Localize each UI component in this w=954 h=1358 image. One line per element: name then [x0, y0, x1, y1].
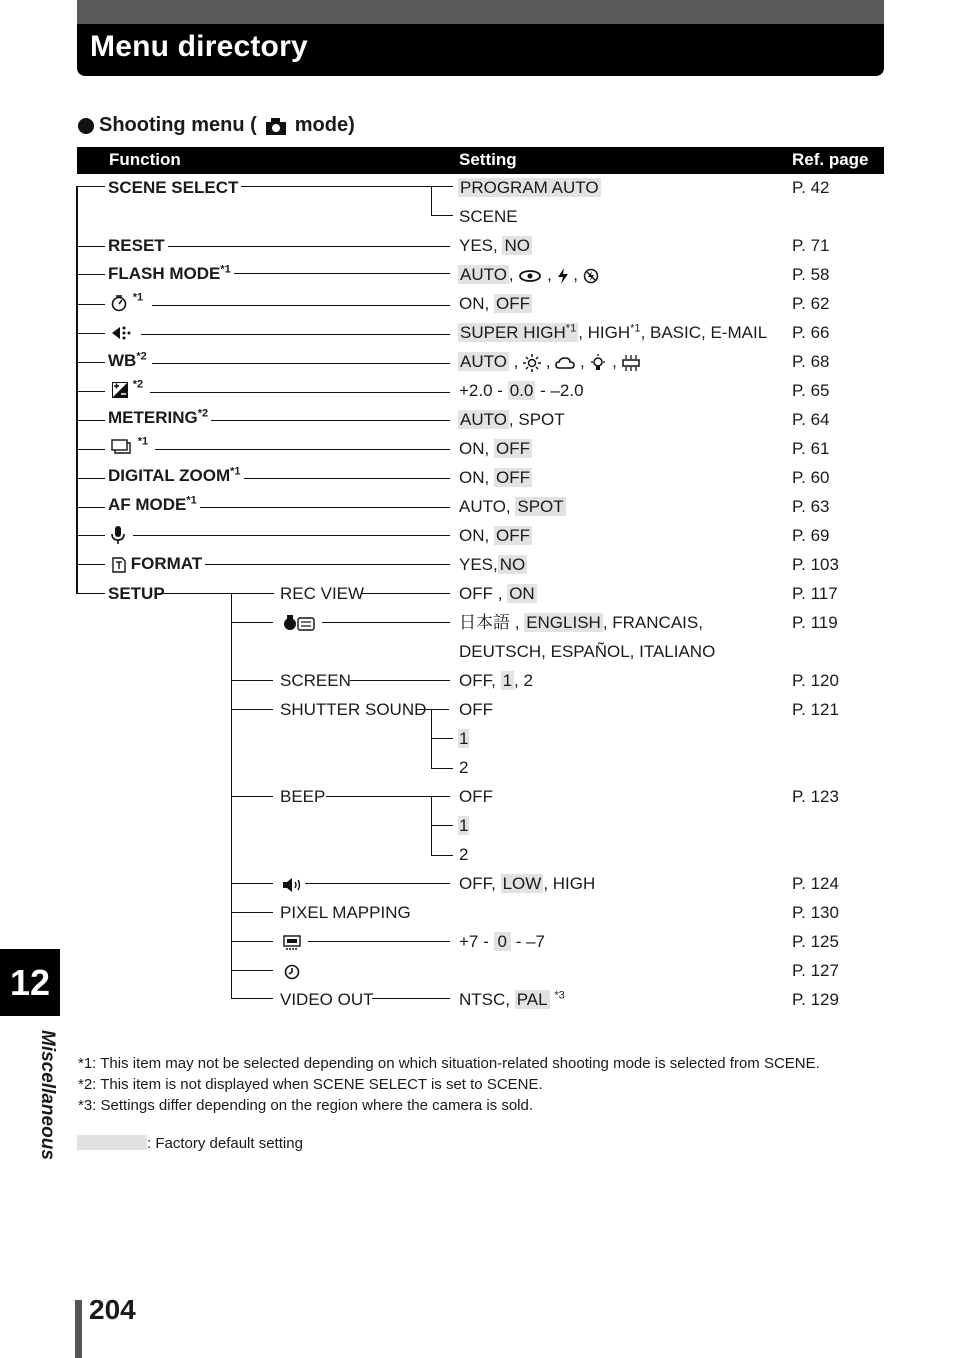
shutter-opt-2: 2 [459, 758, 469, 777]
row-format: FORMAT [112, 554, 205, 574]
row-digital-zoom: DIGITAL ZOOM$^{*1}$ [108, 466, 244, 486]
setting-sequential: ON, OFF [459, 439, 530, 458]
ref-self-timer: P. 62 [792, 294, 830, 313]
row-flash-mode: FLASH MODE$^{*1}$ [108, 264, 234, 284]
col-setting: Setting [459, 150, 517, 169]
shutter-opt-1: 1 [459, 729, 469, 748]
ref-sound-rec: P. 69 [792, 526, 830, 545]
ref-beep: P. 123 [792, 787, 839, 806]
page-header [77, 0, 884, 76]
setting-screen: OFF, 1 , 2 [459, 671, 533, 690]
footnote-2: *2: This item is not displayed when SCENE SELECT is set to SCENE. [78, 1076, 543, 1093]
chapter-tab: 12 [0, 949, 60, 1016]
row-reset: RESET [108, 236, 168, 256]
col-function: Function [109, 150, 181, 169]
legend-swatch [77, 1135, 147, 1150]
row-sequential: *1 [111, 436, 151, 456]
ref-af-mode: P. 63 [792, 497, 830, 516]
legend: : Factory default setting [77, 1135, 303, 1153]
ref-clock: P. 127 [792, 961, 839, 980]
ref-digital-zoom: P. 60 [792, 468, 830, 487]
row-self-timer: *1 [110, 292, 146, 312]
page-bar [75, 1300, 82, 1358]
exposure-compensation-icon [112, 382, 128, 398]
tree-trunk [76, 186, 78, 593]
card-icon [112, 557, 126, 573]
row-metering: METERING$^{*2}$ [108, 408, 211, 428]
ref-quality: P. 66 [792, 323, 830, 342]
ref-reset: P. 71 [792, 236, 830, 255]
ref-exposure: P. 65 [792, 381, 830, 400]
ref-pixel-mapping: P. 130 [792, 903, 839, 922]
chapter-label: Miscellaneous [37, 1030, 58, 1160]
setting-digital-zoom: ON, OFF [459, 468, 530, 487]
tungsten-icon [589, 354, 607, 372]
setup-language [282, 612, 316, 632]
table-header [77, 147, 884, 174]
sunny-icon [523, 354, 541, 372]
footnote-1: *1: This item may not be selected depending on which situation-related shooting mode is selected from SCENE. [78, 1055, 820, 1072]
footnote-3: *3: Settings differ depending on the region where the camera is sold. [78, 1097, 534, 1114]
row-wb: WB$^{*2}$ [108, 351, 150, 371]
setting-sound-rec: ON, OFF [459, 526, 530, 545]
setup-brightness [283, 932, 301, 952]
row-quality [110, 322, 137, 342]
setting-quality: SUPER HIGH$^{*1}$ , HIGH$^{*1}$, BASIC, E-MAIL [460, 322, 768, 342]
monitor-brightness-icon [283, 935, 301, 951]
page-title: Menu directory [90, 30, 308, 63]
row-scene-select: SCENE SELECT [108, 178, 241, 198]
flash-off-icon [583, 268, 599, 284]
page-number: 204 [89, 1294, 136, 1325]
section-title: Shooting menu ( mode) [78, 114, 355, 137]
setting-flash: AUTO , , , [458, 265, 599, 285]
ref-video-out: P. 129 [792, 990, 839, 1009]
language-icon [282, 615, 316, 631]
cloudy-icon [555, 355, 575, 371]
clock-icon [284, 964, 300, 980]
row-setup: SETUP [108, 584, 165, 603]
setting-self-timer: ON, OFF [459, 294, 530, 313]
ref-volume: P. 124 [792, 874, 839, 893]
ref-metering: P. 64 [792, 410, 830, 429]
setting-reset: YES, NO [459, 236, 530, 255]
ref-shutter: P. 121 [792, 700, 839, 719]
ref-rec-view: P. 117 [792, 584, 838, 603]
setting-language-2: DEUTSCH, ESPAÑOL, ITALIANO [459, 642, 716, 661]
row-sound-rec [110, 524, 129, 544]
ref-flash: P. 58 [792, 265, 830, 284]
setting-scene-alt: SCENE [459, 207, 518, 226]
microphone-icon [110, 526, 126, 544]
setup-video-out: VIDEO OUT [280, 990, 374, 1009]
setting-video-out: NTSC, PAL $^{*3}$ [459, 989, 565, 1009]
ref-wb: P. 68 [792, 352, 830, 371]
red-eye-icon [518, 269, 542, 283]
fluorescent-icon [622, 355, 640, 371]
setting-metering: AUTO , SPOT [460, 410, 565, 429]
setting-language: 日本語 , ENGLISH , FRANCAIS, [459, 613, 703, 632]
setup-clock [284, 961, 300, 981]
ref-scene: P. 42 [792, 178, 830, 197]
shutter-opt-off: OFF [459, 700, 493, 719]
ref-language: P. 119 [792, 613, 838, 632]
volume-icon [283, 878, 303, 892]
setting-volume: OFF, LOW , HIGH [459, 874, 596, 893]
setup-screen: SCREEN [280, 671, 351, 690]
self-timer-icon [110, 294, 128, 312]
ref-format: P. 103 [792, 555, 839, 574]
row-exposure: *2 [112, 379, 146, 399]
sequential-shooting-icon [111, 439, 133, 455]
beep-opt-off: OFF [459, 787, 493, 806]
setting-format: YES, NO [459, 555, 526, 574]
ref-screen: P. 120 [792, 671, 839, 690]
flash-on-icon [557, 268, 569, 284]
setting-exposure: +2.0 - 0.0 - –2.0 [459, 381, 584, 400]
image-quality-icon [110, 325, 134, 341]
setup-shutter-sound: SHUTTER SOUND [280, 700, 427, 719]
setup-rec-view: REC VIEW [280, 584, 365, 603]
col-ref: Ref. page [792, 150, 869, 169]
setup-beep: BEEP [280, 787, 326, 806]
ref-brightness: P. 125 [792, 932, 839, 951]
setting-rec-view: OFF , ON [459, 584, 535, 603]
bullet-icon [78, 118, 94, 134]
beep-opt-2: 2 [459, 845, 469, 864]
setup-volume [283, 874, 303, 894]
setting-wb: AUTO , , , , [458, 352, 640, 372]
beep-opt-1: 1 [459, 816, 469, 835]
ref-sequential: P. 61 [792, 439, 830, 458]
row-af-mode: AF MODE$^{*1}$ [108, 495, 200, 515]
setup-pixel-mapping: PIXEL MAPPING [280, 903, 411, 922]
setting-scene-default: PROGRAM AUTO [460, 178, 599, 197]
setting-af-mode: AUTO, SPOT [459, 497, 564, 516]
setting-brightness: +7 - 0 - –7 [459, 932, 546, 951]
camera-icon [263, 116, 289, 136]
